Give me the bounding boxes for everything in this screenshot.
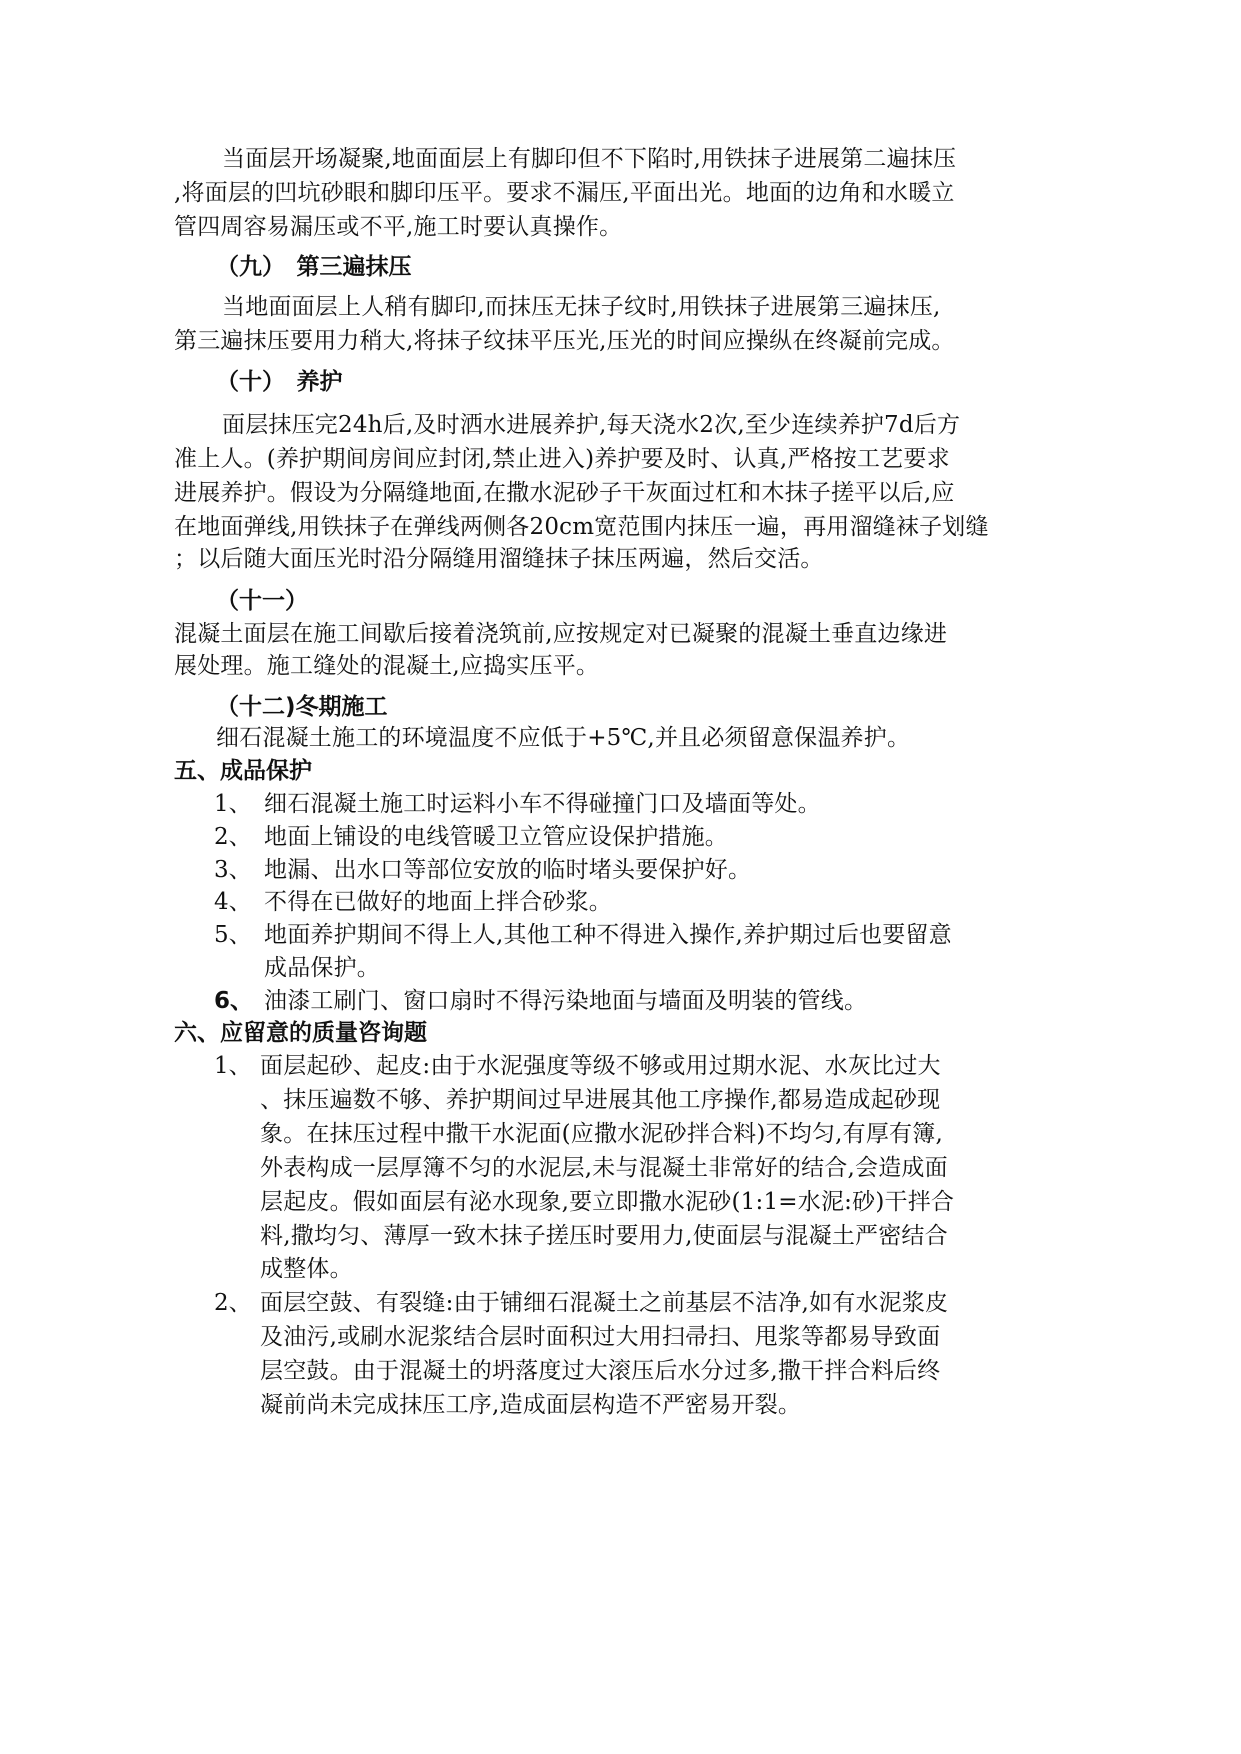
heading-section-9: （九） 第三遍抹压	[216, 254, 412, 280]
paragraph-2-line-1: 当地面面层上人稍有脚印,而抹压无抹子纹时,用铁抹子进展第三遍抹压,	[222, 294, 941, 320]
list-item-number: 4、	[214, 889, 252, 915]
paragraph-1-line-2: ,将面层的凹坑砂眼和脚印压平。要求不漏压,平面出光。地面的边角和水暖立	[174, 180, 955, 206]
list-item-text-continued: 料,撒均匀、薄厚一致木抹子搓压时要用力,使面层与混凝土严密结合	[260, 1223, 948, 1249]
paragraph-3-line-1: 面层抹压完24h后,及时洒水进展养护,每天浇水2次,至少连续养护7d后方	[222, 412, 961, 438]
list-item-number: 1、	[214, 791, 252, 817]
list-item-text-continued: 层起皮。假如面层有泌水现象,要立即撒水泥砂(1:1=水泥:砂)干拌合	[260, 1189, 955, 1215]
list-item-text-continued: 外表构成一层厚簿不匀的水泥层,未与混凝土非常好的结合,会造成面	[260, 1155, 948, 1181]
paragraph-1-line-1: 当面层开场凝聚,地面面层上有脚印但不下陷时,用铁抹子进展第二遍抹压	[222, 146, 957, 172]
list-item-text: 细石混凝土施工时运料小车不得碰撞门口及墙面等处。	[264, 791, 821, 817]
list-item-text: 地面上铺设的电线管暖卫立管应设保护措施。	[264, 824, 728, 850]
paragraph-4-line-2: 展处理。施工缝处的混凝土,应捣实压平。	[174, 653, 600, 679]
paragraph-3-line-4: 在地面弹线,用铁抹子在弹线两侧各20cm宽范围内抹压一遍，再用溜缝袜子划缝	[174, 514, 989, 540]
list-item-text: 面层空鼓、有裂缝:由于铺细石混凝土之前基层不洁净,如有水泥浆皮	[260, 1290, 949, 1316]
paragraph-3-line-2: 准上人。(养护期间房间应封闭,禁止进入)养护要及时、认真,严格按工艺要求	[174, 446, 950, 472]
paragraph-3-line-5: ；以后随大面压光时沿分隔缝用溜缝抹子抹压两遍，然后交活。	[174, 546, 824, 572]
heading-section-12: （十二)冬期施工	[216, 694, 388, 720]
list-item-text: 地面养护期间不得上人,其他工种不得进入操作,养护期过后也要留意	[264, 922, 952, 948]
section-6-heading: 六、应留意的质量咨询题	[174, 1020, 427, 1046]
list-item-number: 2、	[214, 1290, 252, 1316]
list-item-text: 油漆工刷门、窗口扇时不得污染地面与墙面及明装的管线。	[264, 988, 868, 1014]
paragraph-5-line-1: 细石混凝土施工的环境温度不应低于+5℃,并且必须留意保温养护。	[216, 725, 911, 751]
list-item-number: 2、	[214, 824, 252, 850]
list-item-text-continued: 成品保护。	[264, 955, 380, 981]
paragraph-3-line-3: 进展养护。假设为分隔缝地面,在撒水泥砂子干灰面过杠和木抹子搓平以后,应	[174, 480, 955, 506]
paragraph-1-line-3: 管四周容易漏压或不平,施工时要认真操作。	[174, 214, 623, 240]
list-item-text-continued: 象。在抹压过程中撒干水泥面(应撒水泥砂拌合料)不均匀,有厚有簿,	[260, 1121, 943, 1147]
heading-section-10: （十） 养护	[216, 369, 343, 395]
list-item-number: 5、	[214, 922, 252, 948]
list-item-text-continued: 及油污,或刷水泥浆结合层时面积过大用扫帚扫、甩浆等都易导致面	[260, 1324, 941, 1350]
list-item-number: 3、	[214, 857, 252, 883]
list-item-text: 不得在已做好的地面上拌合砂浆。	[264, 889, 612, 915]
list-item-text: 地漏、出水口等部位安放的临时堵头要保护好。	[264, 857, 752, 883]
section-5-heading: 五、成品保护	[174, 758, 312, 784]
list-item-text-continued: 成整体。	[260, 1256, 353, 1282]
paragraph-4-line-1: 混凝土面层在施工间歇后接着浇筑前,应按规定对已凝聚的混凝土垂直边缘进	[174, 621, 948, 647]
list-item-text-continued: 、抹压遍数不够、养护期间过早进展其他工序操作,都易造成起砂现	[260, 1087, 941, 1113]
paragraph-2-line-2: 第三遍抹压要用力稍大,将抹子纹抹平压光,压光的时间应操纵在终凝前完成。	[174, 328, 955, 354]
list-item-text-continued: 凝前尚未完成抹压工序,造成面层构造不严密易开裂。	[260, 1392, 802, 1418]
list-item-number: 6、	[214, 988, 254, 1014]
heading-section-11: （十一）	[216, 588, 308, 614]
list-item-text: 面层起砂、起皮:由于水泥强度等级不够或用过期水泥、水灰比过大	[260, 1053, 941, 1079]
list-item-text-continued: 层空鼓。由于混凝土的坍落度过大滚压后水分过多,撒干拌合料后终	[260, 1358, 941, 1384]
list-item-number: 1、	[214, 1053, 252, 1079]
